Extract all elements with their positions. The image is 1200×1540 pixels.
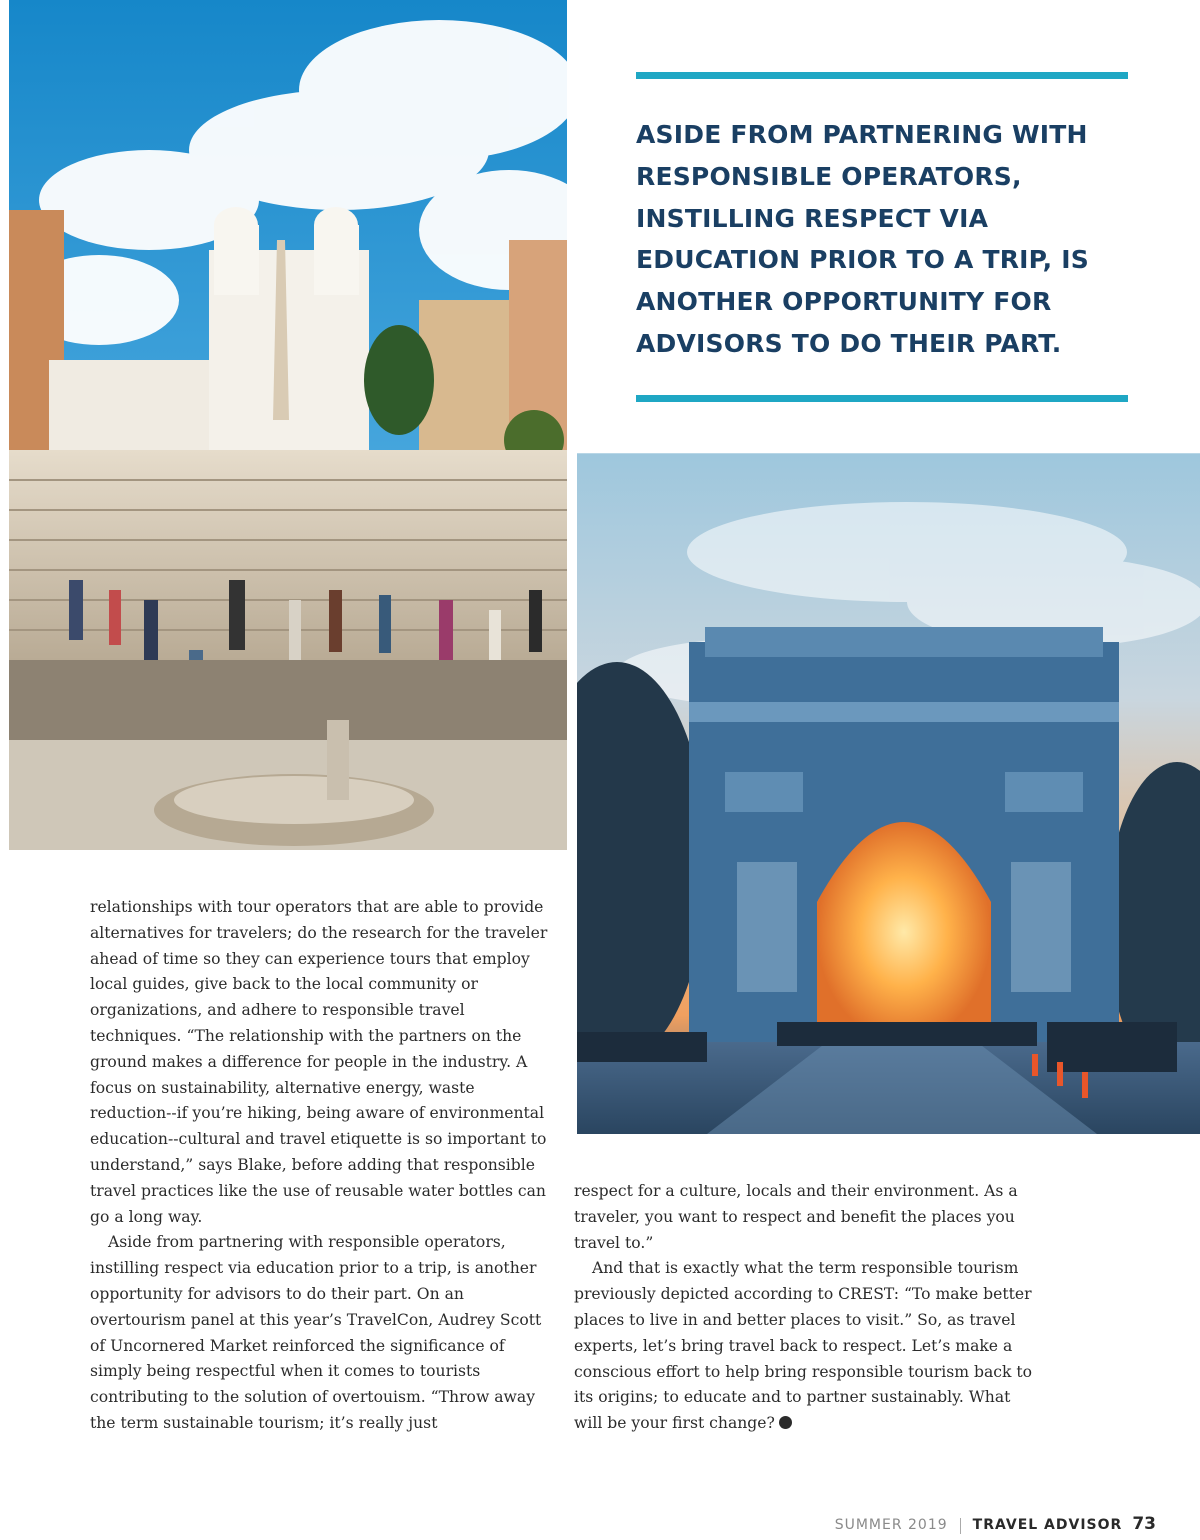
footer-magazine-name: TRAVEL ADVISOR [972, 1517, 1123, 1533]
body-right-column [574, 1179, 1036, 1437]
footer-issue: SUMMER 2019 [834, 1517, 948, 1533]
page-number: 73 [1132, 1514, 1156, 1534]
body-paragraph-text: And that is exactly what the term responsible tourism previously depicted according to CREST: “To make better places to live in and better places to visit.” So, as travel experts, let’s bring travel back to respect. Let’s make a conscious effort to help bring responsible tourism back to its origins; to educate and to partner sustainably. What will be your first change? [574, 1259, 1033, 1433]
body-paragraph: relationships with tour operators that are able to provide alternatives for travelers; do the research for the traveler ahead of time so they can experience tours that employ local guides, give back to the local community or organizations, and adhere to responsible travel techniques. “The relationship with the partners on the ground makes a difference for people in the industry. A focus on sustainability, alternative energy, waste reduction--if you’re hiking, being aware of environmental education--cultural and travel etiquette is so important to understand,” says Blake, before adding that responsible travel practices like the use of reusable water bottles can go a long way. [90, 898, 548, 1226]
end-of-article-icon [779, 1416, 792, 1429]
body-paragraph: respect for a culture, locals and their environment. As a traveler, you want to respect and benefit the places you travel to.” [574, 1182, 1018, 1252]
body-left-column [90, 895, 552, 1437]
body-paragraph-last [574, 1256, 1036, 1437]
pull-quote-top-rule [636, 72, 1128, 79]
pull-quote-bottom-rule [636, 395, 1128, 402]
footer-divider [960, 1518, 961, 1534]
spanish-steps-photo [9, 0, 567, 850]
arc-de-triomphe-photo [577, 342, 1200, 1134]
page-footer [835, 1514, 1156, 1538]
body-paragraph: Aside from partnering with responsible operators, instilling respect via education prior to a trip, is another opportunity for advisors to do their part. On an overtourism panel at this year’s TravelCon, Audrey Scott of Uncornered Market reinforced the significance of simply being respectful when it comes to tourists contributing to the solution of overtouism. “Throw away the term sustainable tourism; it’s really just [90, 1233, 542, 1432]
pull-quote: ASIDE FROM PARTNERING WITH RESPONSIBLE OPERATORS, INSTILLING RESPECT VIA EDUCATION PRIOR TO A TRIP, IS ANOTHER OPPORTUNITY FOR ADVISORS TO DO THEIR PART. [636, 120, 1089, 358]
